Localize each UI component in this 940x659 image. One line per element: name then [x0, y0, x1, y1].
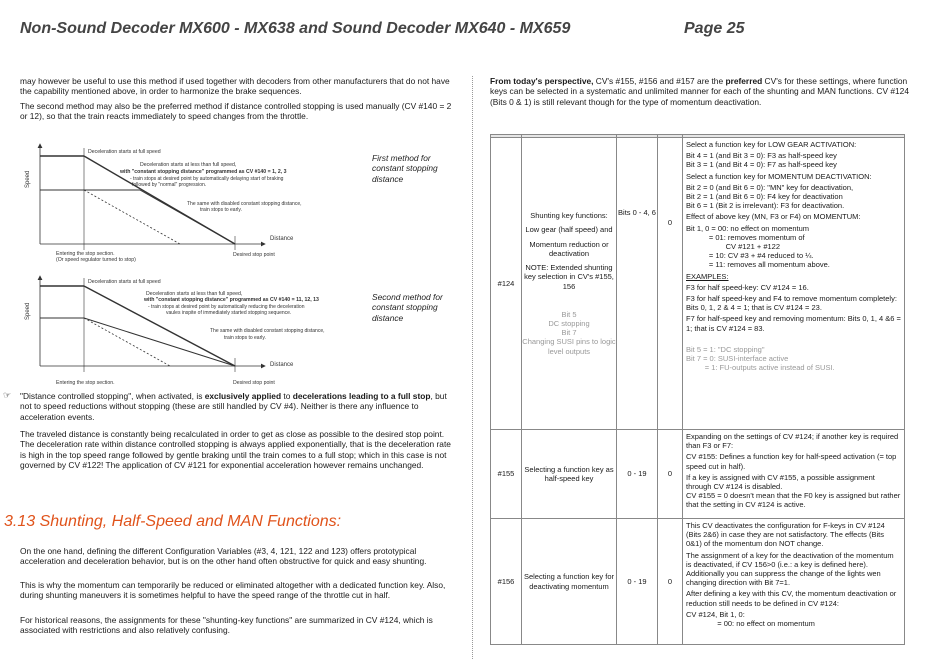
paragraph: For historical reasons, the assignments for these "shunting-key functions" are summarized in CV #124, which is associated with restrictions and also relatively confusing. [20, 615, 433, 636]
desc-line: Shunting key functions: [530, 211, 608, 221]
document-title: Non-Sound Decoder MX600 - MX638 and Sound Decoder MX640 - MX659 [20, 20, 571, 37]
x-axis-label: Distance [270, 362, 294, 368]
annotation: train stops to early. [224, 335, 266, 341]
note: The assignment of a key for the deactivation of the momentum is deactivated, if CV 156>0 (i.e.: a key is defined here). Additionally you can suppress the change of the lights wen changing direction with Bit 7=1. [686, 550, 894, 588]
y-axis-label: Speed [25, 302, 31, 320]
note: If a key is assigned with CV #155, a possible assignment through CV #124 is disabled. CV #155 = 0 doesn't mean that the F0 key is assigned but rather that the setting in CV #124 is active. [686, 472, 901, 510]
cv-number: #156 [491, 519, 522, 645]
diagram-1-caption: First method for constant stopping distance [372, 153, 438, 184]
annotation: The same with disabled constant stopping distance, [210, 328, 325, 334]
text-run: CV's #155, #156 and #157 are the [593, 76, 726, 86]
table-row [491, 138, 905, 430]
column-divider [472, 76, 473, 659]
diagram-2-caption: Second method for constant stopping distance [372, 292, 443, 323]
note: Bit 1, 0 = 00: no effect on momentum = 01: removes momentum of CV #121 + #122 = 10: CV #3 + #4 reduced to ¼. = 11: removes all momentum above. [686, 223, 830, 270]
cv-range: 0 - 19 [617, 430, 658, 519]
note: Bit 4 = 1 (and Bit 3 = 0): F3 as half-speed key Bit 3 = 1 (and Bit 4 = 0): F7 as half-speed key [686, 151, 837, 170]
note: F3 for half speed-key: CV #124 = 16. [686, 282, 809, 292]
paragraph: This is why the momentum can temporarily be reduced or eliminated altogether with a dedicated function key. Also, during shunting maneuvers it is sometimes helpful to have the speed range of the throttle cut in half. [20, 580, 446, 601]
note: F3 for half speed-key and F4 to remove momentum completely: Bits 0, 1, 2 & 4 = 1; that is CV #124 = 23. [686, 294, 897, 313]
cv-description: Selecting a function key as half-speed key [522, 430, 617, 519]
reduced-rate-curve [84, 318, 235, 366]
cv-number: #155 [491, 430, 522, 519]
stopping-diagram-1 [20, 140, 370, 265]
text-run: "Distance controlled stopping", when activated, is [20, 391, 205, 401]
left-column-intro [20, 76, 460, 126]
desc-line: NOTE: Extended shunting key selection in CV's #155, 156 [524, 263, 614, 291]
note: Select a function key for MOMENTUM DEACTIVATION: [686, 171, 872, 181]
annotation: Deceleration starts at full speed [88, 279, 161, 285]
note: Bit 7 = 0: SUSI-interface active = 1: FU-outputs active instead of SUSI. [686, 354, 835, 373]
table-row [491, 519, 905, 645]
annotation: with "constant stopping distance" programmed as CV #140 = 1, 2, 3 [120, 169, 287, 175]
table-row [491, 430, 905, 519]
bold-run: decelerations leading to a full stop [292, 391, 431, 401]
note: F7 for half-speed key and removing momentum: Bits 0, 1, 4 &6 = 1; that is CV #124 = 83. [686, 314, 901, 333]
paragraph: The second method may also be the preferred method if distance controlled stopping is used manually (CV #140 = 2 or 12), so that the train reacts immediately to speed changes from the throttle. [20, 100, 452, 122]
annotation: Entering the stop section. [56, 380, 115, 386]
desc-line: DC stopping [548, 318, 590, 328]
note: CV #124, Bit 1, 0: = 00: no effect on momentum [686, 609, 815, 629]
pointing-hand-icon: ☞ [3, 390, 12, 400]
note: Select a function key for LOW GEAR ACTIVATION: [686, 140, 857, 149]
annotation: Deceleration starts at less than full speed, [146, 291, 243, 297]
cv-range: Bits 0 - 4, 6 [617, 138, 658, 430]
annotation: vaules inspite of immediately started stopping sequence. [166, 310, 292, 316]
note: This CV deactivates the configuration for F-keys in CV #124 (Bits 2&6) in case they are not satisfactory. The effects (Bits 0&1) of the momentum don NOT change. [686, 521, 885, 549]
bold-run: From today's perspective, [490, 76, 594, 86]
note: Expanding on the settings of CV #124; if another key is required than F3 or F7: [686, 432, 899, 451]
cv-default: 0 [658, 430, 683, 519]
note: Effect of above key (MN, F3 or F4) on MOMENTUM: [686, 212, 861, 222]
cv-default: 0 [658, 138, 683, 430]
right-intro-paragraph [490, 76, 915, 107]
paragraph: On the one hand, defining the different Configuration Variables (#3, 4, 121, 122 and 123) offers prototypical acceleration and deceleration behavior, but is on the other hand often obstructive for quick and easy shunting. [20, 546, 427, 567]
desc-line: Changing SUSI pins to logic level outputs [522, 337, 616, 356]
paragraph: The traveled distance is constantly being recalculated in order to get as close as possible to the desired stop point. The deceleration rate within distance controlled stopping is always applied exponentially, that is the deceleration rate is high in the top speed range followed by gentle braking until the train comes to a full stop; which in this case is not governed by CV #122! The application of CV #121 for exponential acceleration however remains unchanged. [20, 429, 451, 471]
cv-number: #124 [491, 138, 522, 430]
desc-line: Bit 5 [561, 309, 577, 319]
annotation: Entering the stop section. [56, 251, 115, 257]
annotation: The same with disabled constant stopping distance, [187, 201, 302, 207]
y-axis-label: Speed [25, 170, 31, 188]
desc-line: Low gear (half speed) and [525, 225, 613, 235]
cv-notes [683, 138, 905, 430]
cv-range: 0 - 19 [617, 519, 658, 645]
annotation: with "constant stopping distance" programmed as CV #140 = 11, 12, 13 [144, 297, 319, 303]
annotation: - train stops at desired point by automatically reducing the deceleration [148, 304, 305, 310]
desc-line: Momentum reduction or deactivation [529, 239, 609, 258]
bold-run: preferred [725, 76, 763, 86]
cv-table [490, 134, 905, 645]
annotation: (Or speed regulator turned to stop) [56, 257, 136, 263]
bold-run: exclusively applied [204, 391, 282, 401]
annotation: train stops to early. [200, 207, 242, 213]
note: Bit 2 = 0 (and Bit 6 = 0): "MN" key for deactivation, Bit 2 = 1 (and Bit 6 = 0): F4 key for deactivation Bit 6 = 1 (Bit 2 is irrelevant): F3 for deactivation. [686, 182, 854, 211]
note: CV #155: Defines a function key for half-speed activation (= top speed cut in half). [686, 452, 897, 471]
page-number: Page 25 [684, 20, 745, 37]
annotation: followed by "normal" progression. [132, 182, 207, 188]
paragraph: may however be useful to use this method if used together with decoders from other manufacturers that do not have the capability mentioned above, in order to harmonize the brake sequences. [20, 76, 450, 97]
text-run: , but not to speed reductions without stopping (these are still handled by CV #4). Neither is there any influence to acceleration events. [20, 391, 447, 422]
cv-default: 0 [658, 519, 683, 645]
annotation: Desired stop point [233, 252, 275, 258]
annotation: Deceleration starts at full speed [88, 149, 161, 155]
disabled-curve [84, 190, 180, 244]
delayed-brake-curve [140, 190, 235, 244]
desc-line: Bit 7 [561, 328, 577, 338]
note: EXAMPLES: [686, 271, 729, 281]
bullet-paragraph [20, 391, 458, 422]
annotation: Desired stop point [233, 380, 275, 386]
cv-description [522, 138, 617, 430]
note: After defining a key with this CV, the momentum deactivation or reduction still needs to be defined in CV #124: [686, 589, 897, 608]
cv-notes [683, 519, 905, 645]
cv-notes [683, 430, 905, 519]
note: Bit 5 = 1: "DC stopping" [686, 344, 765, 354]
cv-description: Selecting a function key for deactivating momentum [522, 519, 617, 645]
annotation: - train stops at desired point by automatically delaying start of braking [130, 176, 284, 182]
section-heading: 3.13 Shunting, Half-Speed and MAN Functions: [4, 513, 342, 530]
annotation: Deceleration starts at less than full speed, [140, 162, 237, 168]
text-run: CV's for these settings, where function keys can be selected in a systematic and unlimited manner for each of the shunting and MAN functions. CV #124 (Bits 0 & 1) is still relevant though for the type of momentum deactivation. [490, 76, 909, 107]
text-run: to [281, 391, 293, 401]
stopping-diagram-2 [20, 272, 370, 387]
x-axis-label: Distance [270, 236, 294, 242]
